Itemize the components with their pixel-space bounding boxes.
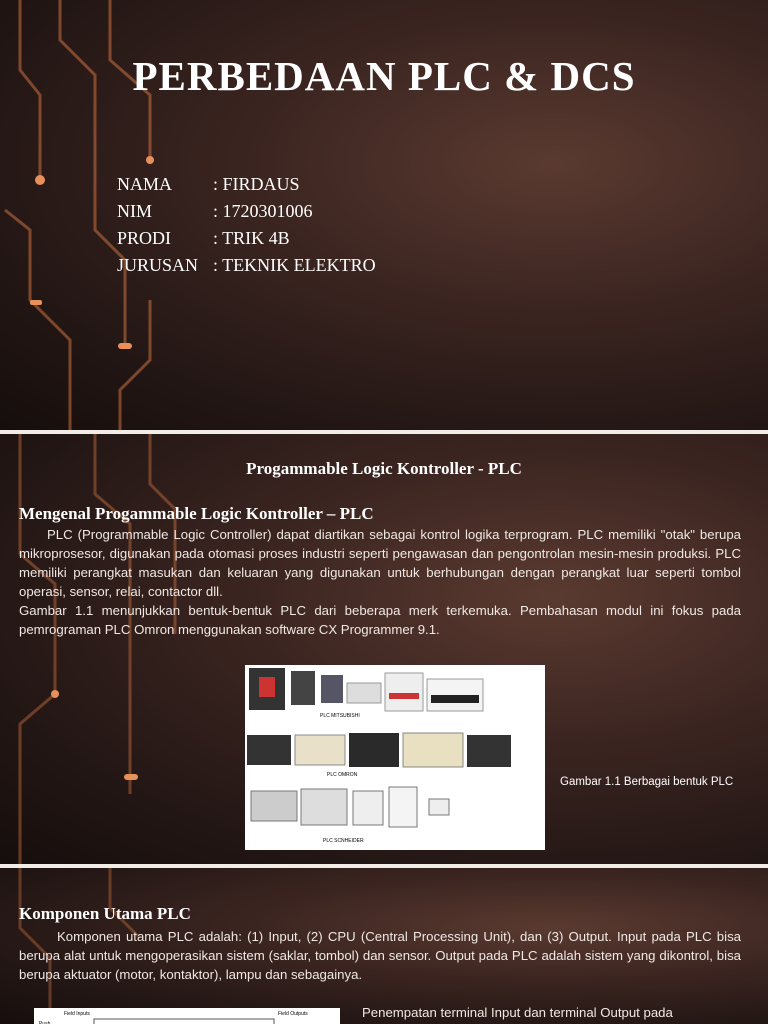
info-row-jurusan [117, 255, 376, 282]
info-value: : 1720301006 [213, 201, 313, 221]
terminal-description: Penempatan terminal Input dan terminal Output pada [362, 1005, 673, 1020]
figure-caption: Gambar 1.1 Berbagai bentuk PLC [560, 776, 734, 788]
plc-figure-paragraph: Gambar 1.1 menunjukkan bentuk-bentuk PLC dari beberapa merk terkemuka. Pembahasan modul ini fokus pada pemrograman PLC Omron menggunakan software CX Programmer 9.1. [19, 603, 741, 637]
plc-devices-illustration [245, 665, 545, 850]
info-label: NIM [117, 201, 152, 221]
info-value: : FIRDAUS [213, 174, 300, 194]
figure-label: Field Outputs [278, 1011, 308, 1017]
info-row-prodi [117, 228, 376, 255]
slide-heading: Progammable Logic Kontroller - PLC [246, 459, 522, 478]
figure-label: PLC OMRON [327, 772, 358, 778]
section-heading: Komponen Utama PLC [19, 904, 191, 923]
terminal-diagram [34, 1008, 340, 1024]
figure-label: PLC MITSUBISHI [320, 713, 360, 719]
info-value: : TEKNIK ELEKTRO [213, 255, 376, 275]
terminal-diagram-illustration [34, 1008, 340, 1024]
info-label: NAMA [117, 174, 173, 194]
title-slide [0, 0, 768, 430]
plc-intro-slide [0, 434, 768, 864]
slide-title: PERBEDAAN PLC & DCS [132, 53, 636, 99]
plc-components-slide [0, 868, 768, 1024]
info-row-nama [117, 174, 376, 201]
components-paragraph: Komponen utama PLC adalah: (1) Input, (2) CPU (Central Processing Unit), dan (3) Output. Input pada PLC bisa berupa alat untuk mengoperasikan sistem (saklar, tombol) dan sensor. Output pada PLC adalah sistem yang dikontrol, bisa berupa aktuator (motor, kontaktor), lampu dan sebagainya. [19, 929, 741, 982]
info-label: PRODI [117, 228, 172, 248]
figure-label: Push [39, 1021, 51, 1024]
plc-definition-paragraph: PLC (Programmable Logic Controller) dapat diartikan sebagai kontrol logika terprogram. PLC memiliki "otak" berupa mikroprosesor, digunakan pada otomasi proses industri seperti pengawasan dan pengontrolan mesin-mesin produksi. PLC memiliki perangkat masukan dan keluaran yang digunakan untuk berhubungan dengan perangkat luar seperti tombol operasi, sensor, relai, contactor dll. [19, 527, 741, 599]
section-subheading: Mengenal Progammable Logic Kontroller – PLC [19, 504, 374, 523]
plc-brands-image [245, 665, 545, 850]
author-info [117, 174, 376, 282]
info-value: : TRIK 4B [213, 228, 290, 248]
figure-label: Field Inputs [64, 1011, 90, 1017]
info-row-nim [117, 201, 376, 228]
figure-label: PLC SCNHEIDER [323, 838, 364, 844]
info-label: JURUSAN [117, 255, 199, 275]
